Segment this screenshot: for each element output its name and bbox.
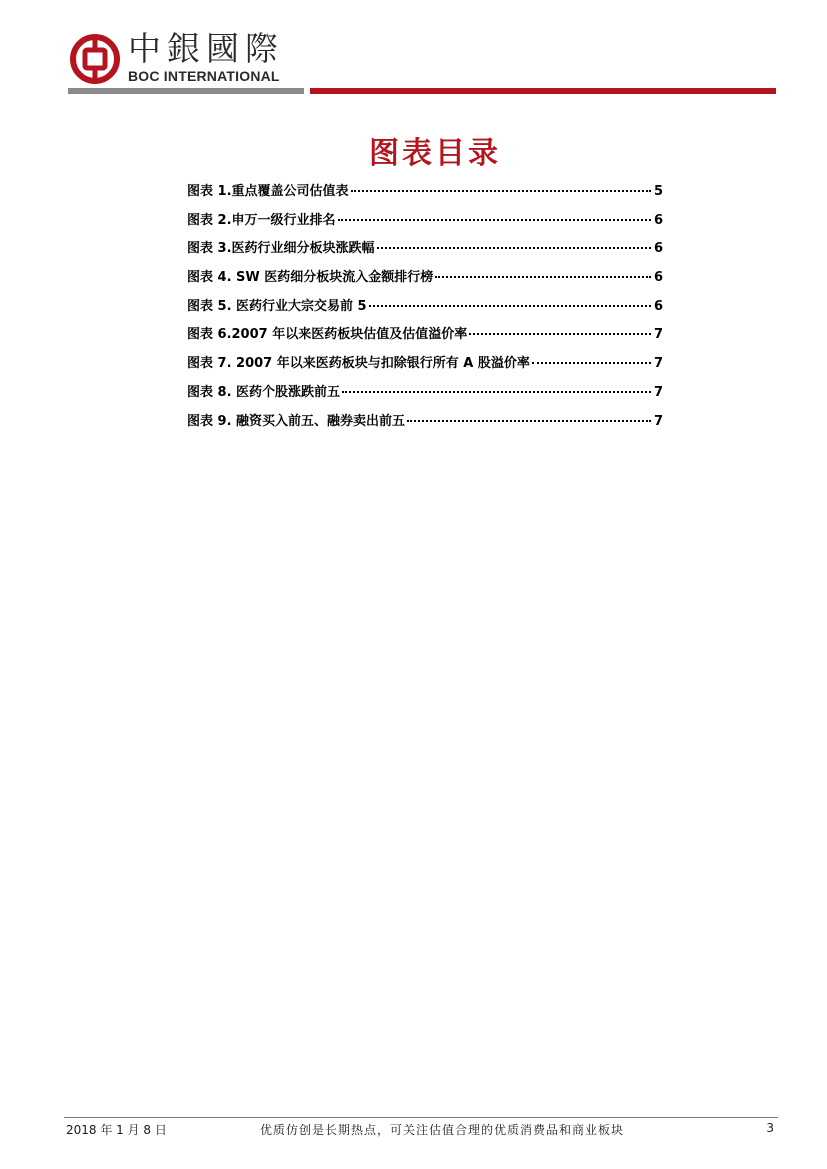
toc-dot-leader	[377, 247, 651, 249]
toc-entry-page: 5	[653, 184, 663, 199]
toc-dot-leader	[435, 276, 651, 278]
logo-english-name: BOC INTERNATIONAL	[128, 68, 280, 84]
toc-entry-label: 图表 5. 医药行业大宗交易前 5	[187, 298, 367, 314]
toc-dot-leader	[469, 333, 651, 335]
toc-entry-page: 6	[653, 270, 663, 286]
header-divider-red	[310, 88, 776, 94]
toc-entry-label: 图表 9. 融资买入前五、融券卖出前五	[187, 413, 406, 429]
toc-dot-leader	[338, 219, 651, 221]
toc-entry-page: 7	[653, 384, 663, 400]
toc-dot-leader	[351, 190, 651, 192]
toc-dot-leader	[532, 362, 651, 364]
toc-entry[interactable]	[187, 352, 663, 381]
footer-date: 2018 年 1 月 8 日	[66, 1123, 167, 1137]
toc-entry-label: 图表 8. 医药个股涨跌前五	[187, 384, 341, 400]
toc-entry[interactable]	[187, 237, 663, 266]
toc-entry-page: 6	[653, 298, 663, 314]
page-footer	[64, 1121, 778, 1139]
header-divider-gray	[68, 88, 304, 94]
toc-entry[interactable]	[187, 323, 663, 352]
toc-entry-label: 图表 7. 2007 年以来医药板块与扣除银行所有 A 股溢价率	[187, 356, 530, 372]
toc-entry-page: 7	[653, 327, 663, 343]
toc-entry[interactable]	[187, 209, 663, 238]
toc-entry[interactable]	[187, 410, 663, 439]
toc-entry-label: 图表 1.重点覆盖公司估值表	[187, 184, 349, 199]
toc-entry[interactable]	[187, 266, 663, 295]
footer-page-number: 3	[766, 1121, 774, 1135]
boc-logo-icon	[70, 34, 120, 84]
toc-dot-leader	[342, 391, 651, 393]
toc-title: 图表目录	[369, 136, 501, 171]
toc-dot-leader	[407, 420, 651, 422]
toc-list	[187, 180, 663, 438]
toc-entry[interactable]	[187, 295, 663, 324]
toc-entry-label: 图表 4. SW 医药细分板块流入金额排行榜	[187, 270, 434, 286]
toc-entry-label: 图表 3.医药行业细分板块涨跌幅	[187, 241, 375, 257]
logo-chinese-name: 中銀國際	[128, 29, 284, 68]
toc-entry-page: 7	[653, 356, 663, 372]
toc-entry[interactable]	[187, 180, 663, 209]
toc-entry[interactable]	[187, 381, 663, 410]
footer-divider	[64, 1117, 778, 1118]
toc-entry-page: 6	[653, 212, 663, 228]
footer-report-title: 优质仿创是长期热点，可关注估值合理的优质消费品和商业板块	[260, 1123, 625, 1137]
toc-entry-page: 7	[653, 413, 663, 429]
toc-entry-page: 6	[653, 241, 663, 257]
toc-dot-leader	[369, 305, 651, 307]
toc-entry-label: 图表 2.申万一级行业排名	[187, 212, 336, 228]
toc-entry-label: 图表 6.2007 年以来医药板块估值及估值溢价率	[187, 327, 468, 343]
